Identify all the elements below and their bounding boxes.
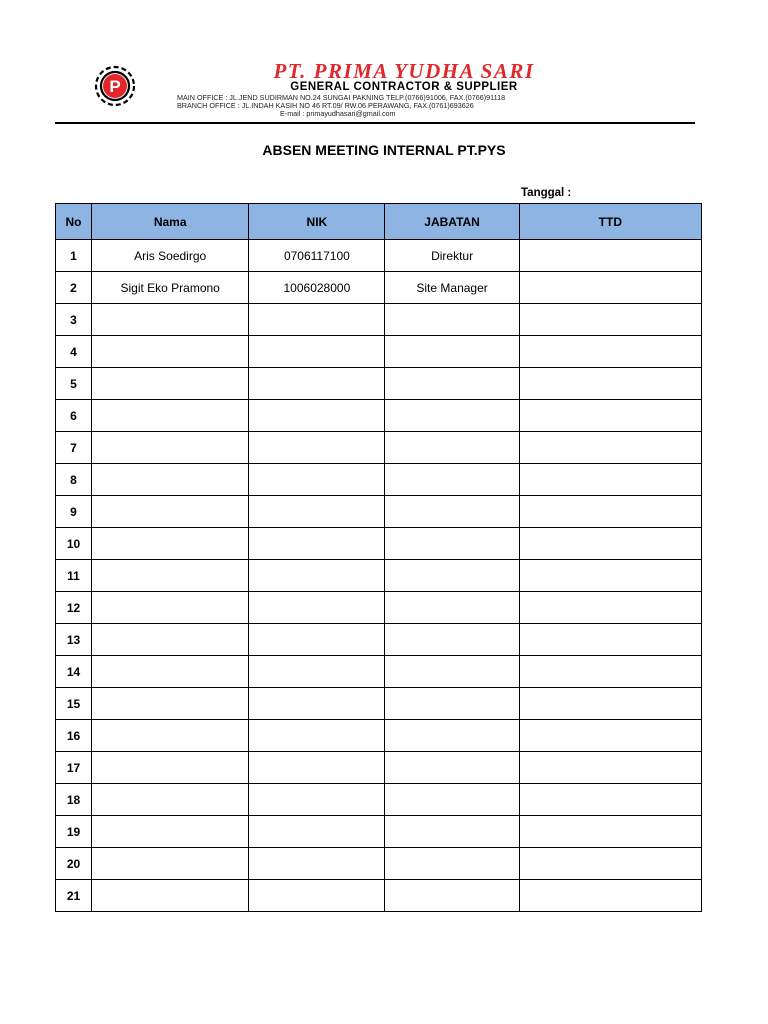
cell-nama: [92, 592, 249, 624]
cell-nik: [249, 624, 385, 656]
table-row: [56, 560, 702, 592]
cell-jabatan: [385, 624, 519, 656]
table-row: [56, 528, 702, 560]
cell-no: 6: [56, 400, 92, 432]
cell-no: 16: [56, 720, 92, 752]
letterhead: [80, 60, 700, 120]
cell-ttd: [519, 784, 701, 816]
table-row: [56, 592, 702, 624]
header-ttd: TTD: [519, 204, 701, 240]
cell-no: 14: [56, 656, 92, 688]
cell-nik: [249, 432, 385, 464]
cell-ttd: [519, 624, 701, 656]
cell-no: 8: [56, 464, 92, 496]
cell-nik: [249, 784, 385, 816]
table-row: [56, 848, 702, 880]
cell-nik: [249, 816, 385, 848]
cell-jabatan: [385, 848, 519, 880]
cell-jabatan: Site Manager: [385, 272, 519, 304]
table-row: [56, 464, 702, 496]
cell-no: 2: [56, 272, 92, 304]
cell-nama: [92, 880, 249, 912]
cell-ttd: [519, 656, 701, 688]
cell-jabatan: [385, 400, 519, 432]
table-row: [56, 624, 702, 656]
cell-nama: Aris Soedirgo: [92, 240, 249, 272]
cell-no: 1: [56, 240, 92, 272]
cell-nik: [249, 752, 385, 784]
company-subtitle: GENERAL CONTRACTOR & SUPPLIER: [290, 81, 518, 93]
cell-ttd: [519, 592, 701, 624]
cell-ttd: [519, 880, 701, 912]
cell-jabatan: [385, 560, 519, 592]
cell-nama: [92, 688, 249, 720]
table-row: [56, 688, 702, 720]
table-row: [56, 880, 702, 912]
cell-ttd: [519, 304, 701, 336]
cell-nama: [92, 336, 249, 368]
cell-jabatan: [385, 368, 519, 400]
cell-no: 4: [56, 336, 92, 368]
cell-ttd: [519, 336, 701, 368]
cell-nik: 0706117100: [249, 240, 385, 272]
cell-no: 5: [56, 368, 92, 400]
table-row: [56, 368, 702, 400]
table-body: [56, 240, 702, 912]
document-title: ABSEN MEETING INTERNAL PT.PYS: [262, 142, 506, 158]
cell-nik: [249, 656, 385, 688]
table-row: [56, 240, 702, 272]
cell-nama: [92, 496, 249, 528]
header-no: No: [56, 204, 92, 240]
cell-ttd: [519, 816, 701, 848]
main-office-address: MAIN OFFICE : JL.JEND SUDIRMAN NO.24 SUNGAI PAKNING TELP.(0766)91006, FAX.(0766)91118: [177, 93, 506, 102]
cell-nama: [92, 784, 249, 816]
cell-nama: [92, 560, 249, 592]
header-nama: Nama: [92, 204, 249, 240]
cell-nama: [92, 528, 249, 560]
cell-jabatan: [385, 336, 519, 368]
cell-nik: [249, 400, 385, 432]
cell-ttd: [519, 432, 701, 464]
cell-jabatan: [385, 496, 519, 528]
cell-no: 12: [56, 592, 92, 624]
cell-ttd: [519, 848, 701, 880]
cell-nama: [92, 752, 249, 784]
cell-nama: [92, 816, 249, 848]
cell-nik: [249, 336, 385, 368]
cell-nama: [92, 464, 249, 496]
cell-nik: [249, 464, 385, 496]
cell-nik: [249, 848, 385, 880]
header-jabatan: JABATAN: [385, 204, 519, 240]
cell-jabatan: [385, 304, 519, 336]
table-row: [56, 656, 702, 688]
cell-nik: [249, 368, 385, 400]
logo-letter: P: [109, 77, 121, 96]
cell-jabatan: [385, 752, 519, 784]
company-email: E-mail : primayudhasari@gmail.com: [280, 109, 396, 118]
cell-no: 20: [56, 848, 92, 880]
cell-ttd: [519, 240, 701, 272]
header-divider: [55, 122, 695, 124]
cell-jabatan: [385, 528, 519, 560]
cell-no: 19: [56, 816, 92, 848]
cell-no: 21: [56, 880, 92, 912]
cell-jabatan: [385, 816, 519, 848]
cell-nik: [249, 560, 385, 592]
cell-ttd: [519, 752, 701, 784]
cell-ttd: [519, 464, 701, 496]
company-logo: [80, 62, 150, 110]
table-row: [56, 272, 702, 304]
cell-nama: Sigit Eko Pramono: [92, 272, 249, 304]
cell-no: 15: [56, 688, 92, 720]
header-nik: NIK: [249, 204, 385, 240]
cell-jabatan: Direktur: [385, 240, 519, 272]
cell-jabatan: [385, 688, 519, 720]
cell-nama: [92, 368, 249, 400]
cell-nama: [92, 400, 249, 432]
attendance-table: [55, 203, 702, 912]
cell-no: 10: [56, 528, 92, 560]
table-row: [56, 304, 702, 336]
cell-no: 18: [56, 784, 92, 816]
cell-jabatan: [385, 880, 519, 912]
table-row: [56, 752, 702, 784]
cell-nama: [92, 720, 249, 752]
cell-ttd: [519, 400, 701, 432]
cell-no: 11: [56, 560, 92, 592]
table-header-row: [56, 204, 702, 240]
table-row: [56, 784, 702, 816]
cell-ttd: [519, 688, 701, 720]
cell-nama: [92, 624, 249, 656]
table-row: [56, 432, 702, 464]
cell-ttd: [519, 720, 701, 752]
cell-nik: 1006028000: [249, 272, 385, 304]
cell-jabatan: [385, 592, 519, 624]
cell-no: 3: [56, 304, 92, 336]
table-row: [56, 400, 702, 432]
cell-nama: [92, 304, 249, 336]
cell-ttd: [519, 528, 701, 560]
cell-nik: [249, 720, 385, 752]
table-row: [56, 336, 702, 368]
cell-nik: [249, 880, 385, 912]
cell-jabatan: [385, 720, 519, 752]
date-label: Tanggal :: [521, 187, 572, 199]
cell-jabatan: [385, 464, 519, 496]
cell-ttd: [519, 560, 701, 592]
cell-ttd: [519, 272, 701, 304]
cell-no: 13: [56, 624, 92, 656]
cell-nik: [249, 496, 385, 528]
table-row: [56, 496, 702, 528]
cell-nik: [249, 304, 385, 336]
cell-ttd: [519, 496, 701, 528]
cell-jabatan: [385, 784, 519, 816]
branch-office-address: BRANCH OFFICE : JL.INDAH KASIH NO 46 RT.09/ RW.06 PERAWANG, FAX.(0761)693626: [177, 101, 474, 110]
cell-ttd: [519, 368, 701, 400]
cell-nik: [249, 592, 385, 624]
cell-nik: [249, 688, 385, 720]
table-row: [56, 720, 702, 752]
company-name: PT. PRIMA YUDHA SARI: [273, 59, 535, 83]
cell-nik: [249, 528, 385, 560]
cell-nama: [92, 432, 249, 464]
cell-nama: [92, 656, 249, 688]
table-row: [56, 816, 702, 848]
cell-jabatan: [385, 656, 519, 688]
cell-no: 17: [56, 752, 92, 784]
cell-jabatan: [385, 432, 519, 464]
cell-nama: [92, 848, 249, 880]
cell-no: 7: [56, 432, 92, 464]
cell-no: 9: [56, 496, 92, 528]
